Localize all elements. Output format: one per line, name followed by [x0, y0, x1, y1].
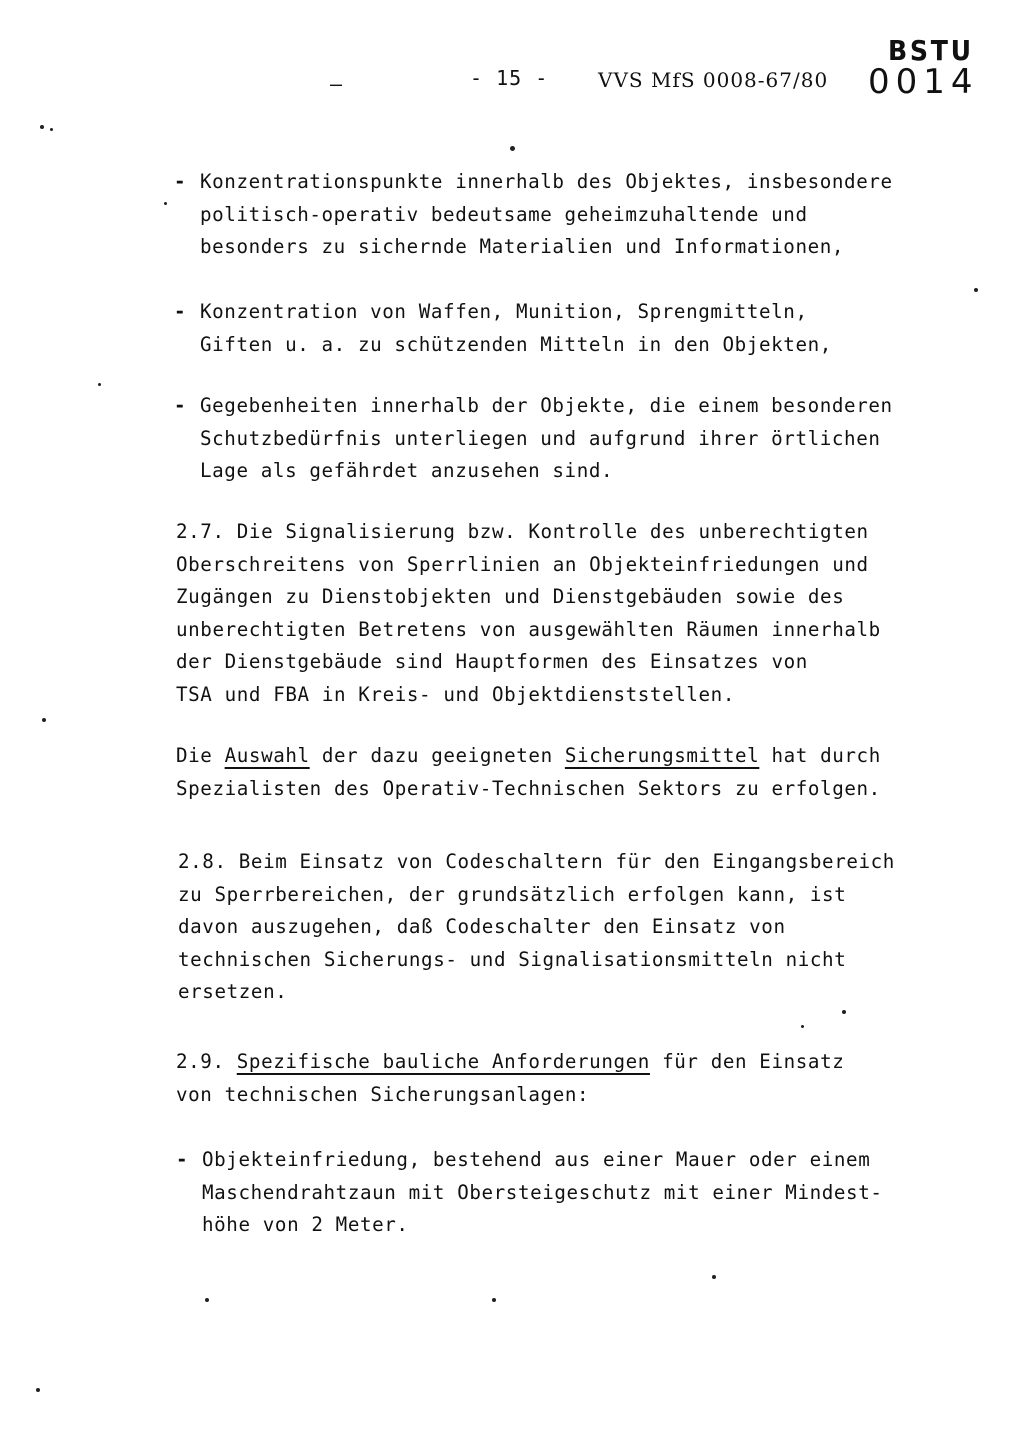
scan-speck [98, 383, 101, 386]
text-line: höhe von 2 Meter. [202, 1213, 409, 1236]
text-line: Konzentrationspunkte innerhalb des Objektes, insbesondere [200, 170, 893, 193]
text-run: für den Einsatz [649, 1050, 845, 1073]
archive-stamp-label: BSTU [888, 34, 974, 67]
underlined-term: Spezifische bauliche Anforderungen [236, 1050, 650, 1073]
bullet-item [174, 166, 893, 264]
section-2-8 [178, 846, 895, 1009]
scan-speck [842, 1010, 846, 1014]
text-line: Lage als gefährdet anzusehen sind. [200, 459, 614, 482]
scan-speck [712, 1275, 716, 1279]
text-line: Gegebenheiten innerhalb der Objekte, die einem besonderen [200, 394, 893, 417]
text-run: 2.9. [176, 1050, 237, 1073]
scan-speck [492, 1298, 496, 1302]
text-line: Konzentration von Waffen, Munition, Sprengmitteln, [200, 300, 808, 323]
section-2-7 [176, 516, 881, 711]
scan-speck [164, 202, 167, 205]
document-reference: VVS MfS 0008-67/80 [598, 68, 829, 92]
text-line: davon auszugehen, daß Codeschalter den Einsatz von [178, 915, 786, 938]
bullet-item [174, 390, 893, 488]
bullet-dash: - [174, 300, 187, 323]
page-number: - 15 - [470, 66, 549, 90]
text-run: Die [176, 744, 225, 767]
text-line: Objekteinfriedung, bestehend aus einer Mauer oder einem [202, 1148, 871, 1171]
text-run: der dazu geeigneten [309, 744, 565, 767]
text-line: 2.8. Beim Einsatz von Codeschaltern für den Eingangsbereich [178, 850, 895, 873]
text-line: TSA und FBA in Kreis- und Objektdienststellen. [176, 682, 735, 706]
text-line: ersetzen. [178, 980, 288, 1003]
text-line: von technischen Sicherungsanlagen: [176, 1082, 590, 1106]
text-line: zu Sperrbereichen, der grundsätzlich erfolgen kann, ist [178, 882, 847, 906]
scan-speck [801, 1025, 804, 1028]
text-line: politisch-operativ bedeutsame geheimzuhaltende und [200, 202, 808, 226]
paragraph-auswahl [176, 740, 881, 805]
text-line: besonders zu sichernde Materialien und Informationen, [200, 235, 845, 258]
underlined-term: Auswahl [224, 744, 310, 767]
bullet-item [176, 1144, 883, 1242]
bullet-dash: - [174, 170, 187, 193]
bullet-item [174, 296, 832, 361]
scan-speck [205, 1298, 209, 1302]
text-line: technischen Sicherungs- und Signalisationsmitteln nicht [178, 947, 847, 971]
scan-speck [42, 718, 46, 722]
section-2-9 [176, 1046, 844, 1111]
text-line: Spezialisten des Operativ-Technischen Sektors zu erfolgen. [176, 776, 881, 800]
text-line: Schutzbedürfnis unterliegen und aufgrund ihrer örtlichen [200, 426, 881, 450]
underlined-term: Sicherungsmittel [564, 744, 760, 767]
text-line: Maschendrahtzaun mit Obersteigeschutz mit einer Mindest- [202, 1180, 883, 1204]
header-dash: – [330, 72, 344, 96]
text-line: Giften u. a. zu schützenden Mitteln in den Objekten, [200, 332, 832, 356]
text-line: unberechtigten Betretens von ausgewählten Räumen innerhalb [176, 617, 881, 641]
archive-stamp-number: 0014 [868, 62, 979, 102]
scan-speck [40, 125, 44, 129]
text-line: der Dienstgebäude sind Hauptformen des Einsatzes von [176, 650, 808, 673]
text-run: hat durch [759, 744, 881, 767]
text-line: 2.7. Die Signalisierung bzw. Kontrolle des unberechtigten [176, 520, 869, 543]
bullet-dash: - [176, 1148, 189, 1171]
scan-speck [50, 128, 53, 131]
text-line: Oberschreitens von Sperrlinien an Objekteinfriedungen und [176, 552, 869, 576]
text-line: Zugängen zu Dienstobjekten und Dienstgebäuden sowie des [176, 585, 845, 608]
bullet-dash: - [174, 394, 187, 417]
scan-speck [36, 1388, 40, 1392]
scan-speck [974, 288, 978, 292]
scan-speck [510, 146, 515, 151]
